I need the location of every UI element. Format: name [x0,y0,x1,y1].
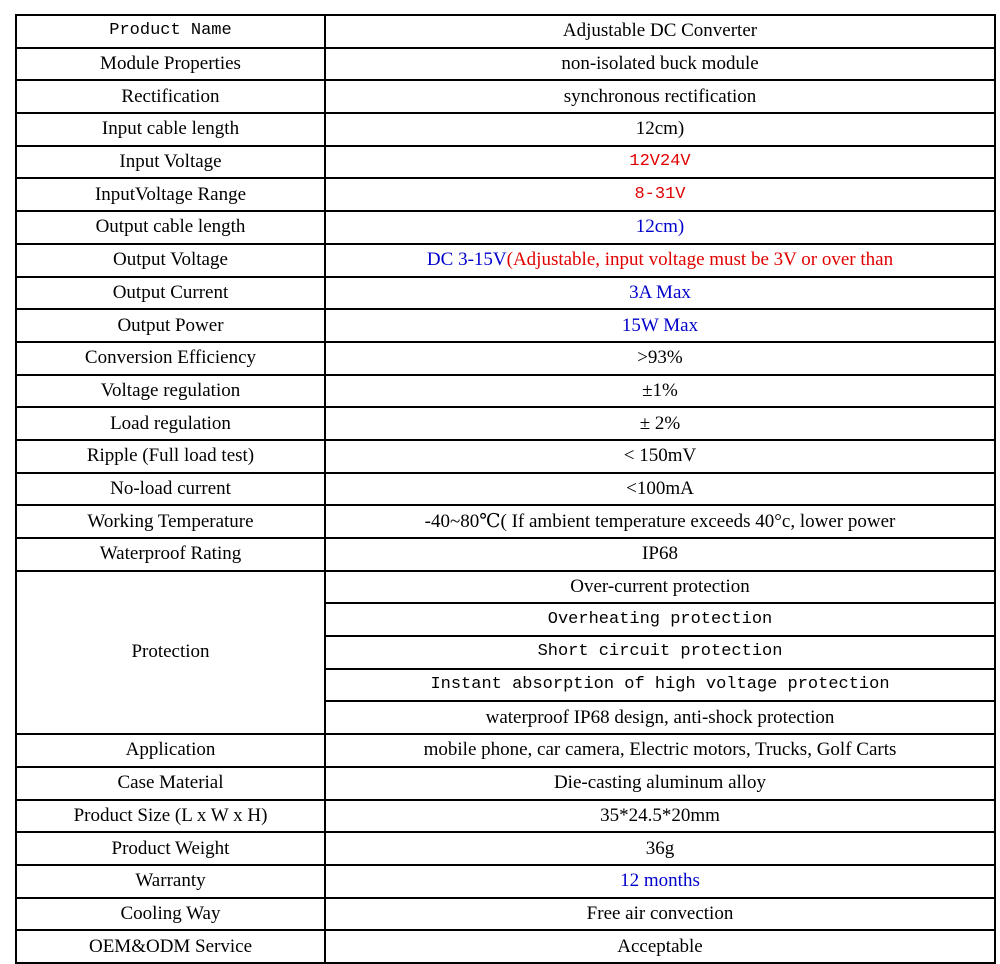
row-label: Output Voltage [16,244,325,277]
row-label: Rectification [16,80,325,113]
table-row [16,800,995,833]
row-value: 3A Max [325,277,995,310]
table-row [16,244,995,277]
row-value: non-isolated buck module [325,48,995,81]
protection-item: Short circuit protection [325,636,995,669]
table-row [16,211,995,244]
table-row [16,865,995,898]
row-value: Die-casting aluminum alloy [325,767,995,800]
row-value: 12cm) [325,211,995,244]
table-row [16,440,995,473]
table-row [16,113,995,146]
row-value: Acceptable [325,930,995,963]
row-label: Cooling Way [16,898,325,931]
row-value: Adjustable DC Converter [325,15,995,48]
row-label: Ripple (Full load test) [16,440,325,473]
table-row [16,146,995,179]
row-label: Input Voltage [16,146,325,179]
table-row [16,930,995,963]
row-value: >93% [325,342,995,375]
row-value [325,244,995,277]
row-value: IP68 [325,538,995,571]
table-row [16,178,995,211]
row-label: Output cable length [16,211,325,244]
row-label: OEM&ODM Service [16,930,325,963]
row-value: -40~80℃( If ambient temperature exceeds 40°c, lower power [325,505,995,538]
row-value: 12V24V [325,146,995,179]
row-value: 12cm) [325,113,995,146]
row-value: 36g [325,832,995,865]
row-value: synchronous rectification [325,80,995,113]
row-value: mobile phone, car camera, Electric motors, Trucks, Golf Carts [325,734,995,767]
protection-item: Overheating protection [325,603,995,636]
row-label: Protection [16,571,325,734]
row-label: Product Weight [16,832,325,865]
row-label: Waterproof Rating [16,538,325,571]
table-row [16,407,995,440]
table-row [16,767,995,800]
row-label: Load regulation [16,407,325,440]
row-label: Output Current [16,277,325,310]
table-row [16,15,995,48]
row-value: <100mA [325,473,995,506]
row-label: Working Temperature [16,505,325,538]
table-row [16,48,995,81]
table-row [16,734,995,767]
table-row [16,898,995,931]
row-label: Application [16,734,325,767]
row-label: Input cable length [16,113,325,146]
row-value: ±1% [325,375,995,408]
row-label: Product Size (L x W x H) [16,800,325,833]
protection-item: Over-current protection [325,571,995,604]
row-value: 12 months [325,865,995,898]
row-label: Case Material [16,767,325,800]
row-value: 35*24.5*20mm [325,800,995,833]
table-row [16,505,995,538]
row-value: ± 2% [325,407,995,440]
row-label: InputVoltage Range [16,178,325,211]
row-label: Conversion Efficiency [16,342,325,375]
row-value: < 150mV [325,440,995,473]
row-label: Warranty [16,865,325,898]
table-row [16,342,995,375]
output-voltage-note: (Adjustable, input voltage must be 3V or over than [506,249,894,271]
output-voltage-range: DC 3-15V [426,249,507,271]
protection-item: Instant absorption of high voltage protection [325,669,995,702]
row-value: 8-31V [325,178,995,211]
protection-item: waterproof IP68 design, anti-shock protection [325,701,995,734]
row-value: 15W Max [325,309,995,342]
row-label: No-load current [16,473,325,506]
table-row [16,309,995,342]
table-row [16,832,995,865]
table-row [16,277,995,310]
row-label: Voltage regulation [16,375,325,408]
row-label: Output Power [16,309,325,342]
table-row [16,80,995,113]
table-row [16,473,995,506]
table-row [16,538,995,571]
table-row [16,571,995,604]
row-value: Free air convection [325,898,995,931]
spec-table [15,14,996,964]
row-label: Product Name [16,15,325,48]
table-row [16,375,995,408]
row-label: Module Properties [16,48,325,81]
